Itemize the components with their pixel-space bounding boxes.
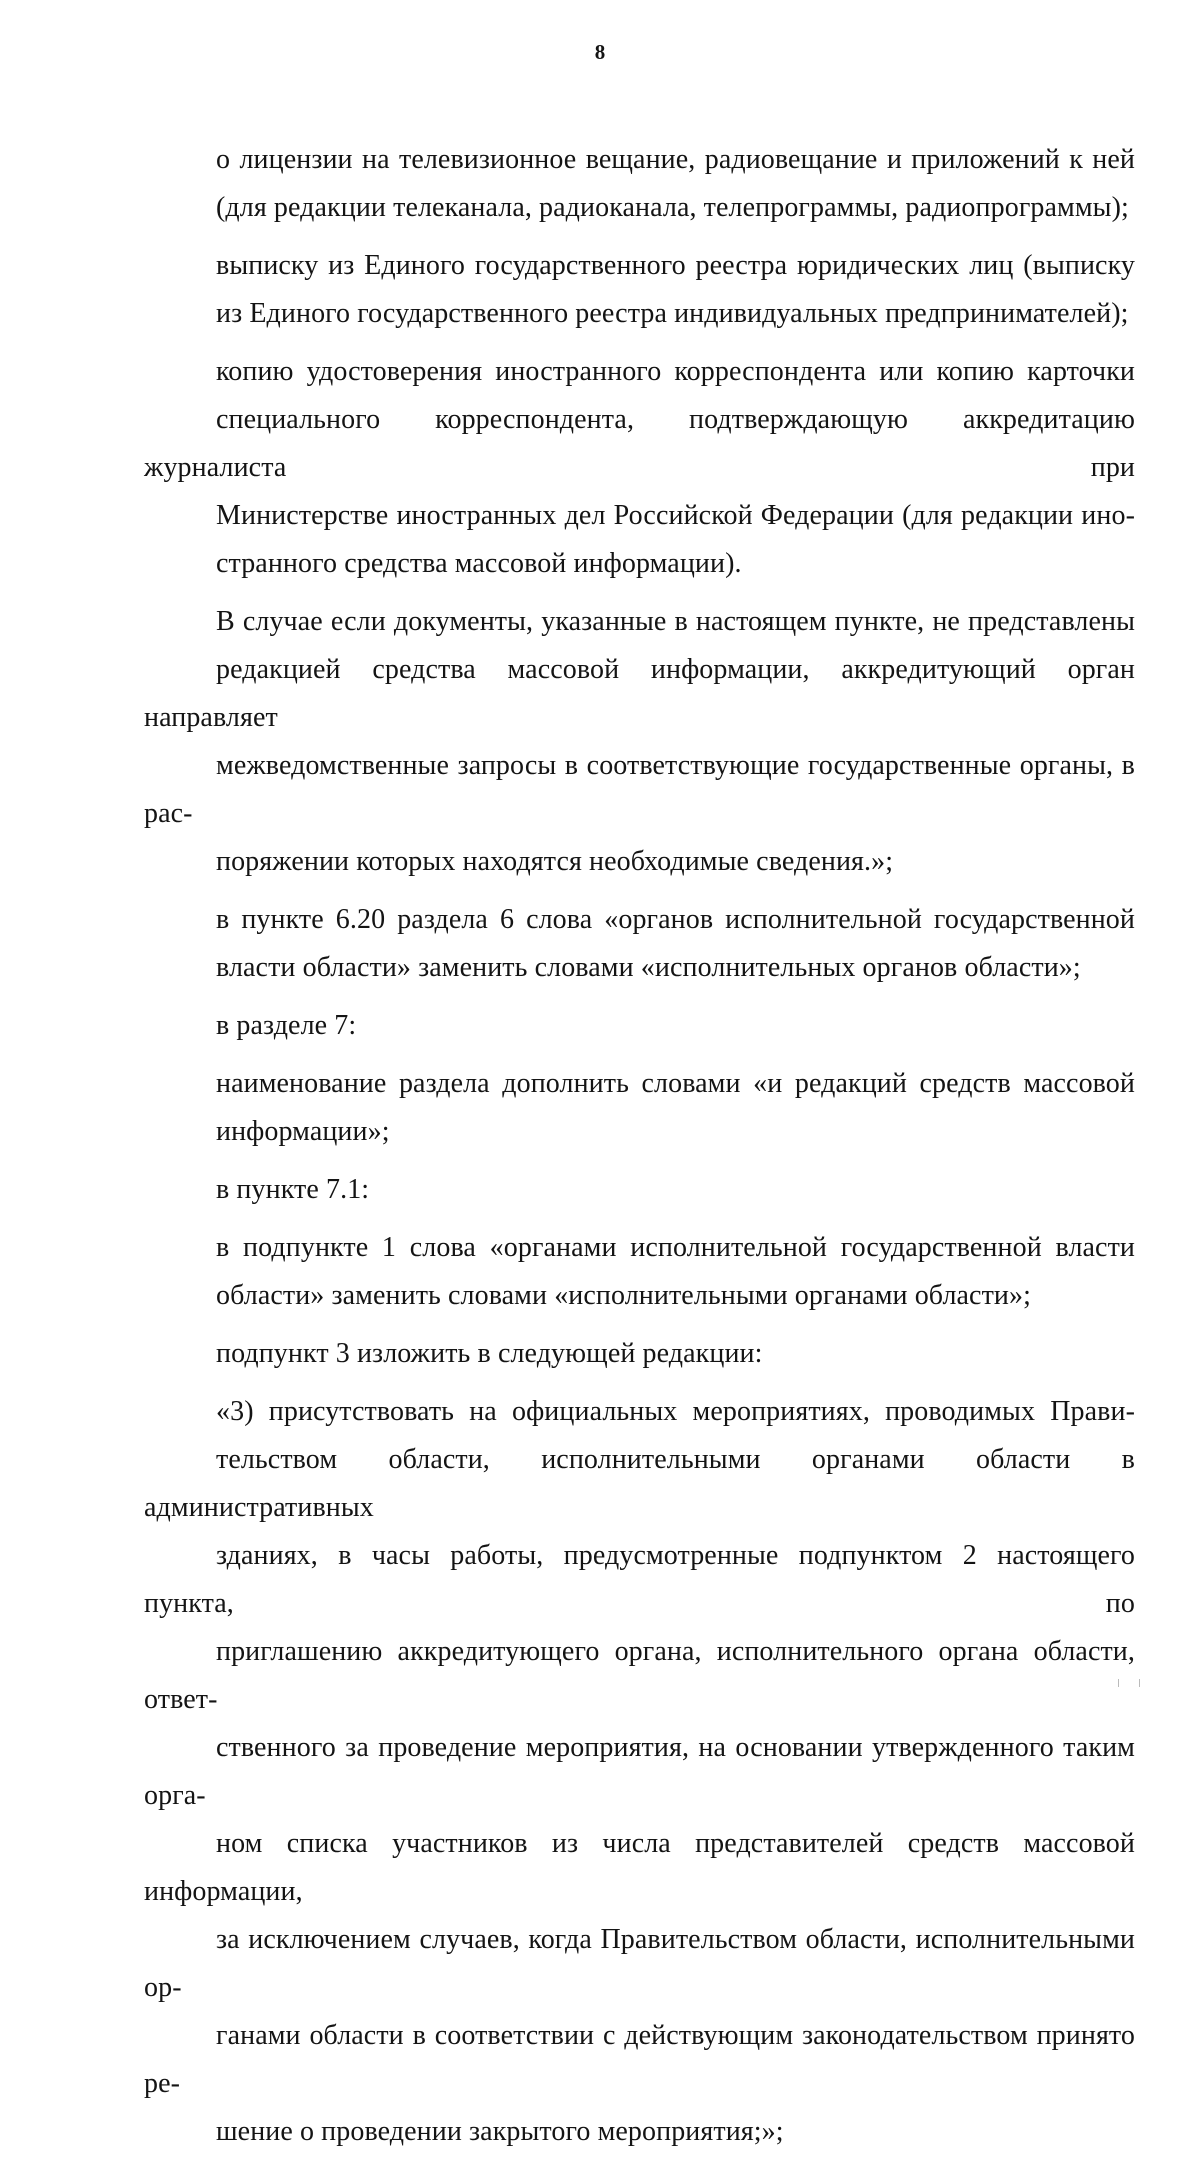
scan-edge-mark [1118, 1679, 1140, 1687]
paragraph-line: Министерстве иностранных дел Российской Федерации (для редакции ино- [216, 500, 1135, 531]
paragraph-line: межведомственные запросы в соответствующие государственные органы, в рас- [144, 750, 1135, 829]
paragraph-line: подпункт 3 изложить в следующей редакции: [216, 1338, 763, 1369]
paragraph-line: области» заменить словами «исполнительными органами области»; [216, 1280, 1031, 1311]
paragraph [144, 1166, 1135, 1214]
paragraph-line: шение о проведении закрытого мероприятия;»; [216, 2116, 784, 2147]
paragraph-line: редакцией средства массовой информации, аккредитующий орган направляет [144, 654, 1135, 733]
paragraph-line: ственного за проведение мероприятия, на основании утвержденного таким орга- [144, 1732, 1135, 1811]
paragraph-line: ном списка участников из числа представителей средств массовой информации, [144, 1828, 1135, 1907]
paragraph-line: наименование раздела дополнить словами «и редакций средств массовой [216, 1068, 1135, 1099]
paragraph-line: приглашению аккредитующего органа, исполнительного органа области, ответ- [144, 1636, 1135, 1715]
paragraph-line: тельством области, исполнительными органами области в административных [144, 1444, 1135, 1523]
paragraph-line: зданиях, в часы работы, предусмотренные подпунктом 2 настоящего пункта, по [144, 1540, 1135, 1619]
paragraph-line: «3) присутствовать на официальных мероприятиях, проводимых Прави- [216, 1396, 1135, 1427]
paragraph-line: В случае если документы, указанные в настоящем пункте, не представлены [216, 606, 1135, 637]
paragraph [144, 1060, 1135, 1156]
paragraph-line: в пункте 7.1: [216, 1174, 370, 1205]
paragraph [144, 1330, 1135, 1378]
paragraph [144, 598, 1135, 886]
page-number: 8 [594, 40, 606, 64]
paragraph-line: ганами области в соответствии с действующим законодательством принято ре- [144, 2020, 1135, 2099]
paragraph [144, 136, 1135, 232]
paragraph-line: из Единого государственного реестра индивидуальных предпринимателей); [216, 298, 1129, 329]
paragraph [144, 242, 1135, 338]
paragraph [144, 1002, 1135, 1050]
paragraph [144, 348, 1135, 588]
paragraph-line: специального корреспондента, подтверждающую аккредитацию журналиста при [144, 404, 1135, 483]
paragraph-line: странного средства массовой информации). [216, 548, 742, 579]
document-body [144, 136, 1135, 2166]
paragraph [144, 1224, 1135, 1320]
paragraph-line: за исключением случаев, когда Правительством области, исполнительными ор- [144, 1924, 1135, 2003]
paragraph-line: копию удостоверения иностранного корреспондента или копию карточки [216, 356, 1135, 387]
paragraph-line: в пункте 6.20 раздела 6 слова «органов исполнительной государственной [216, 904, 1135, 935]
paragraph-line: информации»; [216, 1116, 390, 1147]
paragraph-line: о лицензии на телевизионное вещание, радиовещание и приложений к ней [216, 144, 1135, 175]
paragraph-line: в подпункте 1 слова «органами исполнительной государственной власти [216, 1232, 1135, 1263]
paragraph [144, 1388, 1135, 2156]
paragraph-line: в разделе 7: [216, 1010, 357, 1041]
paragraph-line: выписку из Единого государственного реестра юридических лиц (выписку [216, 250, 1135, 281]
paragraph-line: поряжении которых находятся необходимые сведения.»; [216, 846, 894, 877]
paragraph-line: (для редакции телеканала, радиоканала, телепрограммы, радиопрограммы); [216, 192, 1129, 223]
paragraph [144, 896, 1135, 992]
paragraph-line: власти области» заменить словами «исполнительных органов области»; [216, 952, 1081, 983]
